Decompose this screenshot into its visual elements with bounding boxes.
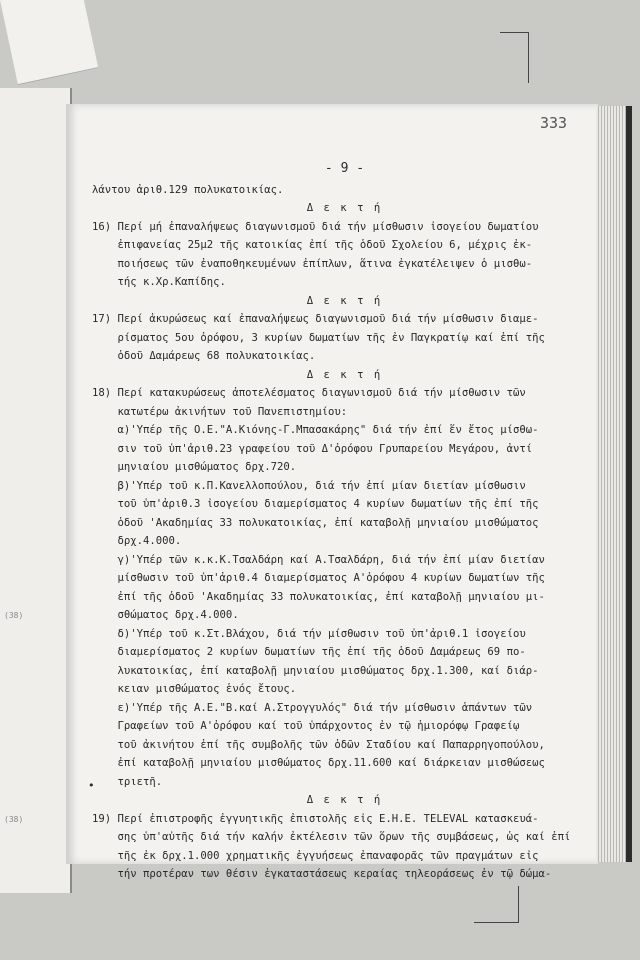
page-number: 333 (540, 114, 568, 132)
text-line: μηνιαίου μισθώματος δρχ.720. (92, 461, 297, 473)
margin-bullet: • (88, 779, 95, 792)
text-line: τής κ.Χρ.Καπίδης. (92, 276, 226, 288)
left-page-mark: (38) (4, 815, 24, 824)
text-line: ἐπί καταβολῇ μηνιαίου μισθώματος δρχ.11.600 καί διάρκειαν μισθώσεως (92, 757, 545, 769)
text-line: τριετῆ. (92, 775, 163, 788)
text-line: διαμερίσματος 2 κυρίων δωματίων τῆς ἐπί τῆς ὁδοῦ Δαμάρεως 69 πο- (92, 646, 526, 658)
text-line: τοῦ ὑπ'ἀριθ.3 ἰσογείου διαμερίσματος 4 κυρίων δωματίων τῆς ἐπί τῆς (92, 498, 539, 510)
book-page-edges (596, 106, 632, 862)
document-body (92, 160, 597, 884)
text-line: ὁδοῦ Δαμάρεως 68 πολυκατοικίας. (92, 350, 316, 362)
crop-mark (474, 886, 519, 923)
text-line: β)'Υπέρ τοῦ κ.Π.Κανελλοπούλου, διά τήν ἐπί μίαν διετίαν μίσθωσιν (92, 479, 526, 492)
text-line: κειαν μισθώματος ἑνός ἔτους. (92, 683, 297, 695)
left-page-mark: (38) (4, 611, 24, 620)
text-line: τήν προτέραν των θέσιν ἐγκαταστάσεως κεραίας τηλεοράσεως ἐν τῷ δώμα- (92, 868, 552, 880)
left-page-edge (0, 88, 72, 893)
text-line: τοῦ ἀκινήτου ἐπί τῆς συμβολῆς τῶν ὁδῶν Σταδίου καί Παπαρρηγοπούλου, (92, 738, 545, 751)
text-line: ἐπί τῆς ὁδοῦ 'Ακαδημίας 33 πολυκατοικίας, ἐπί καταβολῇ μηνιαίου μι- (92, 590, 545, 603)
text-line: 16) Περί μή ἐπαναλήψεως διαγωνισμοῦ διά τήν μίσθωσιν ἰσογείου δωματίου (92, 220, 539, 233)
text-line: σιν τοῦ ὑπ'ἀριθ.23 γραφείου τοῦ Δ'ὀρόφου Γρυπαρείου Μεγάρου, ἀντί (92, 442, 533, 455)
text-line: 17) Περί ἀκυρώσεως καί ἐπαναλήψεως διαγωνισμοῦ διά τήν μίσθωσιν διαμε- (92, 313, 539, 325)
text-line: δ)'Υπέρ τοῦ κ.Στ.Βλάχου, διά τήν μίσθωσιν τοῦ ὑπ'ἀριθ.1 ἰσογείου (92, 627, 526, 640)
text-line: ἐπιφανείας 25μ2 τῆς κατοικίας ἐπί τῆς ὁδοῦ Σχολείου 6, μέχρις ἐκ- (92, 239, 533, 251)
text-line: ὁδοῦ 'Ακαδημίας 33 πολυκατοικίας, ἐπί καταβολῇ μηνιαίου μισθώματος (92, 516, 539, 529)
decision-label: Δ ε κ τ ή (306, 202, 383, 214)
text-line: σης ὑπ'αὐτῆς διά τήν καλήν ἐκτέλεσιν τῶν ὅρων τῆς συμβάσεως, ὡς καί ἐπί (92, 831, 571, 843)
crop-mark (500, 32, 529, 83)
paper-scrap (0, 0, 98, 85)
text-line: κατωτέρω ἀκινήτων τοῦ Πανεπιστημίου: (92, 405, 348, 418)
text-line: δρχ.4.000. (92, 535, 182, 547)
text-line: σθώματος δρχ.4.000. (92, 609, 239, 621)
text-line: 19) Περί ἐπιστροφῆς ἐγγυητικῆς ἐπιστολῆς εἰς Ε.Η.Ε. TELEVAL κατασκευά- (92, 812, 539, 825)
text-line: λάντου ἀριθ.129 πολυκατοικίας. (92, 183, 284, 196)
decision-label: Δ ε κ τ ή (306, 794, 383, 806)
text-line: Γραφείων τοῦ Α'ὀρόφου καί τοῦ ὑπάρχοντος ἐν τῷ ἡμιορόφῳ Γραφείῳ (92, 720, 520, 732)
text-line: ε)'Υπέρ τῆς Α.Ε."Β.καί Α.Στρογγυλός" διά τήν μίσθωσιν ἁπάντων τῶν (92, 701, 533, 714)
decision-label: Δ ε κ τ ή (306, 368, 383, 381)
text-line: λυκατοικίας, ἐπί καταβολῇ μηνιαίου μισθώματος δρχ.1.300, καί διάρ- (92, 664, 539, 677)
page-header: - 9 - (324, 161, 365, 176)
decision-label: Δ ε κ τ ή (306, 294, 383, 307)
text-line: μίσθωσιν τοῦ ὑπ'ἀριθ.4 διαμερίσματος Α'ὀρόφου 4 κυρίων δωματίων τῆς (92, 572, 545, 584)
text-line: ρίσματος 5ου ὀρόφου, 3 κυρίων δωματίων τῆς ἐν Παγκρατίῳ καί ἐπί τῆς (92, 331, 545, 344)
text-line: 18) Περί κατακυρώσεως ἀποτελέσματος διαγωνισμοῦ διά τήν μίσθωσιν τῶν (92, 387, 526, 399)
text-line: α)'Υπέρ τῆς Ο.Ε."Α.Κιόνης-Γ.Μπασακάρης" διά τήν ἐπί ἕν ἔτος μίσθω- (92, 424, 539, 436)
text-line: γ)'Υπέρ τῶν κ.κ.Κ.Τσαλδάρη καί Α.Τσαλδάρη, διά τήν ἐπί μίαν διετίαν (92, 553, 545, 566)
text-line: ποιήσεως τῶν ἐναποθηκευμένων ἐπίπλων, ἅτινα ἐγκατέλειψεν ὁ μισθω- (92, 257, 533, 270)
text-lines (92, 181, 597, 884)
text-line: τῆς ἐκ δρχ.1.000 χρηματικῆς ἐγγυήσεως ἐπαναφορᾶς τῶν πραγμάτων εἰς (92, 849, 539, 862)
